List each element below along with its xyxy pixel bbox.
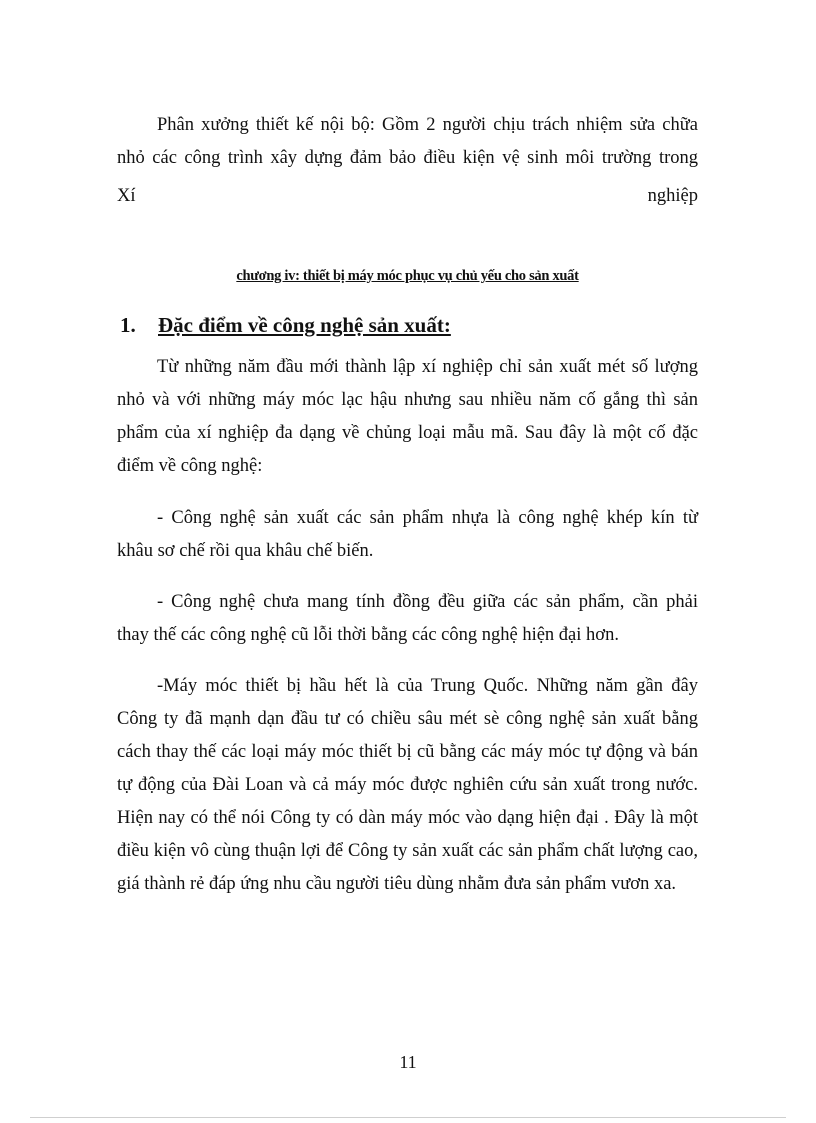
paragraph-line: giá thành rẻ đáp ứng nhu cầu người tiêu dùng nhằm đưa sản phẩm vươn xa. xyxy=(117,874,677,894)
paragraph-line: Hiện nay có thể nói Công ty có dàn máy móc vào dạng hiện đại . Đây là một xyxy=(117,808,698,828)
bullet-line: - Công nghệ sản xuất các sản phẩm nhựa là công nghệ khép kín từ xyxy=(157,508,698,528)
page-number: 11 xyxy=(399,1052,417,1072)
page-bottom-rule xyxy=(30,1117,786,1118)
section-heading xyxy=(120,311,451,339)
section-number: 1. xyxy=(120,313,136,337)
paragraph-line: cách thay thế các loại máy móc thiết bị cũ bằng các máy móc tự động và bán xyxy=(117,742,698,762)
bullet-line: thay thế các công nghệ cũ lỗi thời bằng các công nghệ hiện đại hơn. xyxy=(117,625,619,645)
paragraph-line: -Máy móc thiết bị hầu hết là của Trung Quốc. Những năm gần đây xyxy=(157,676,698,696)
section-title: Đặc điểm về công nghệ sản xuất: xyxy=(158,313,451,337)
paragraph-line: Từ những năm đầu mới thành lập xí nghiệp chỉ sản xuất mét số lượng xyxy=(157,357,698,377)
bullet-line: khâu sơ chế rồi qua khâu chế biến. xyxy=(117,541,374,561)
bullet-line: - Công nghệ chưa mang tính đồng đều giữa các sản phẩm, cần phải xyxy=(157,592,698,612)
paragraph-line: nhỏ và với những máy móc lạc hậu nhưng sau nhiều năm cố gắng thì sản xyxy=(117,390,698,410)
paragraph-line: Xí nghiệp xyxy=(117,186,698,206)
paragraph-line: điểm về công nghệ: xyxy=(117,456,263,476)
paragraph-line: điều kiện vô cùng thuận lợi để Công ty sản xuất các sản phẩm chất lượng cao, xyxy=(117,841,698,861)
paragraph-line: Phân xưởng thiết kế nội bộ: Gồm 2 người chịu trách nhiệm sửa chữa xyxy=(157,115,698,135)
paragraph-line: tự động của Đài Loan và cả máy móc được nghiên cứu sản xuất trong nước. xyxy=(117,775,698,795)
paragraph-line: phẩm của xí nghiệp đa dạng về chủng loại mẫu mã. Sau đây là một cố đặc xyxy=(117,423,698,443)
chapter-title: chương iv: thiết bị máy móc phục vụ chủ yếu cho sản xuất xyxy=(236,268,579,284)
paragraph-line: nhỏ các công trình xây dựng đảm bảo điều kiện vệ sinh môi trường trong xyxy=(117,148,698,168)
paragraph-line: Công ty đã mạnh dạn đầu tư có chiều sâu mét sè công nghệ sản xuất bằng xyxy=(117,709,698,729)
